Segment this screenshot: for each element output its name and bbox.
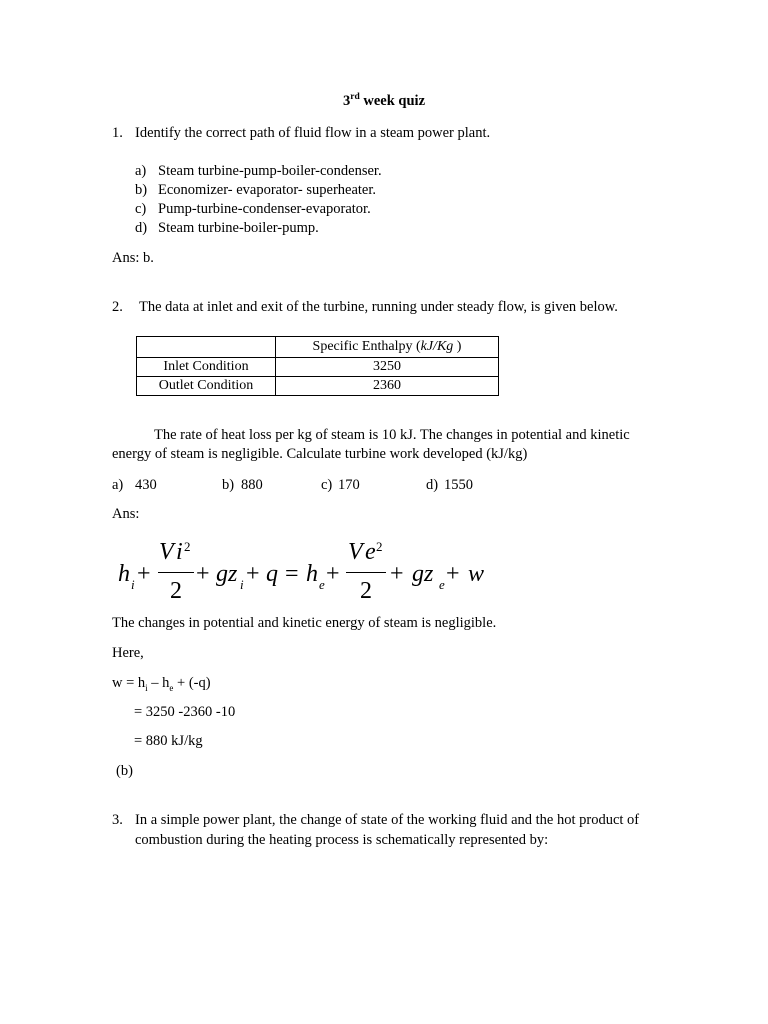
- eq-plus: +: [196, 561, 210, 587]
- eq-fraction-bar: [346, 572, 386, 573]
- q2-option-b: 880: [241, 477, 263, 493]
- eq-plus: +: [137, 561, 151, 587]
- q1-number: 1.: [112, 125, 123, 141]
- q2-option-c-label: c): [321, 477, 333, 493]
- q2-option-a-label: a): [112, 477, 124, 493]
- q1-option-b: Economizer- evaporator- superheater.: [158, 182, 377, 198]
- eq-plus: +: [446, 561, 460, 587]
- eq-sub-i: i: [131, 577, 135, 592]
- eq-q: q: [266, 561, 278, 587]
- eq-gz: gz: [216, 561, 238, 587]
- q2-option-b-label: b): [222, 477, 235, 493]
- eq-plus: +: [246, 561, 260, 587]
- eq-fraction-bar: [158, 572, 194, 573]
- q1-option-a: Steam turbine-pump-boiler-condenser.: [158, 163, 382, 179]
- q2-number: 2.: [112, 299, 123, 315]
- table-row: [137, 358, 499, 377]
- table-header-enthalpy: Specific Enthalpy (kJ/Kg ): [276, 337, 499, 358]
- table-header-row: [137, 337, 499, 358]
- q1-answer: Ans: b.: [112, 250, 154, 266]
- eq-denom-2: 2: [360, 578, 372, 604]
- q3-line1: In a simple power plant, the change of state of the working fluid and the hot product of: [135, 812, 640, 828]
- eq-e: e: [365, 539, 376, 565]
- q2-note: The changes in potential and kinetic energy of steam is negligible.: [112, 615, 497, 631]
- q2-result: (b): [116, 763, 133, 779]
- eq-sup-2: 2: [376, 539, 383, 554]
- eq-sub-i: i: [240, 577, 244, 592]
- eq-i: i: [176, 539, 183, 565]
- eq-V: V: [159, 539, 174, 565]
- eq-denom-2: 2: [170, 578, 182, 604]
- table-cell-value: 2360: [276, 377, 499, 396]
- q3-number: 3.: [112, 812, 123, 828]
- q2-calc-line3: = 880 kJ/kg: [134, 733, 203, 749]
- q1-option-c-label: c): [135, 201, 147, 217]
- eq-V: V: [348, 539, 363, 565]
- eq-w: w: [468, 561, 485, 587]
- q2-paragraph-line1: The rate of heat loss per kg of steam is 10 kJ. The changes in potential and kinetic: [154, 427, 630, 443]
- enthalpy-table: [136, 336, 499, 396]
- q2-here: Here,: [112, 645, 144, 661]
- q1-option-b-label: b): [135, 182, 148, 198]
- eq-plus: +: [326, 561, 340, 587]
- table-cell-label: Inlet Condition: [137, 358, 276, 377]
- page-title: 3rd week quiz: [343, 92, 425, 109]
- q2-paragraph-line2: energy of steam is negligible. Calculate turbine work developed (kJ/kg): [112, 446, 528, 462]
- q1-option-a-label: a): [135, 163, 147, 179]
- table-row: [137, 377, 499, 396]
- energy-equation: [118, 538, 498, 604]
- q2-text: The data at inlet and exit of the turbine, running under steady flow, is given below.: [139, 299, 618, 315]
- eq-plus: +: [390, 561, 404, 587]
- eq-h: h: [118, 561, 130, 587]
- q2-option-c: 170: [338, 477, 360, 493]
- eq-equals: =: [285, 561, 299, 587]
- q1-option-c: Pump-turbine-condenser-evaporator.: [158, 201, 371, 217]
- eq-h: h: [306, 561, 318, 587]
- q2-calc-line2: = 3250 -2360 -10: [134, 704, 236, 720]
- q1-option-d-label: d): [135, 220, 148, 236]
- q2-option-d-label: d): [426, 477, 439, 493]
- eq-sub-e: e: [439, 577, 445, 592]
- q1-option-d: Steam turbine-boiler-pump.: [158, 220, 319, 236]
- eq-sup-2: 2: [184, 539, 191, 554]
- table-header-empty: [137, 337, 276, 358]
- eq-gz: gz: [412, 561, 434, 587]
- table-cell-label: Outlet Condition: [137, 377, 276, 396]
- q1-text: Identify the correct path of fluid flow in a steam power plant.: [135, 125, 491, 141]
- q2-option-d: 1550: [444, 477, 473, 493]
- eq-sub-e: e: [319, 577, 325, 592]
- q2-ans-label: Ans:: [112, 506, 140, 522]
- q2-calc-line1: $w = h_i - h_e + (-q)$: [112, 675, 211, 693]
- q3-line2: combustion during the heating process is schematically represented by:: [135, 832, 549, 848]
- q2-option-a: 430: [135, 477, 157, 493]
- table-cell-value: 3250: [276, 358, 499, 377]
